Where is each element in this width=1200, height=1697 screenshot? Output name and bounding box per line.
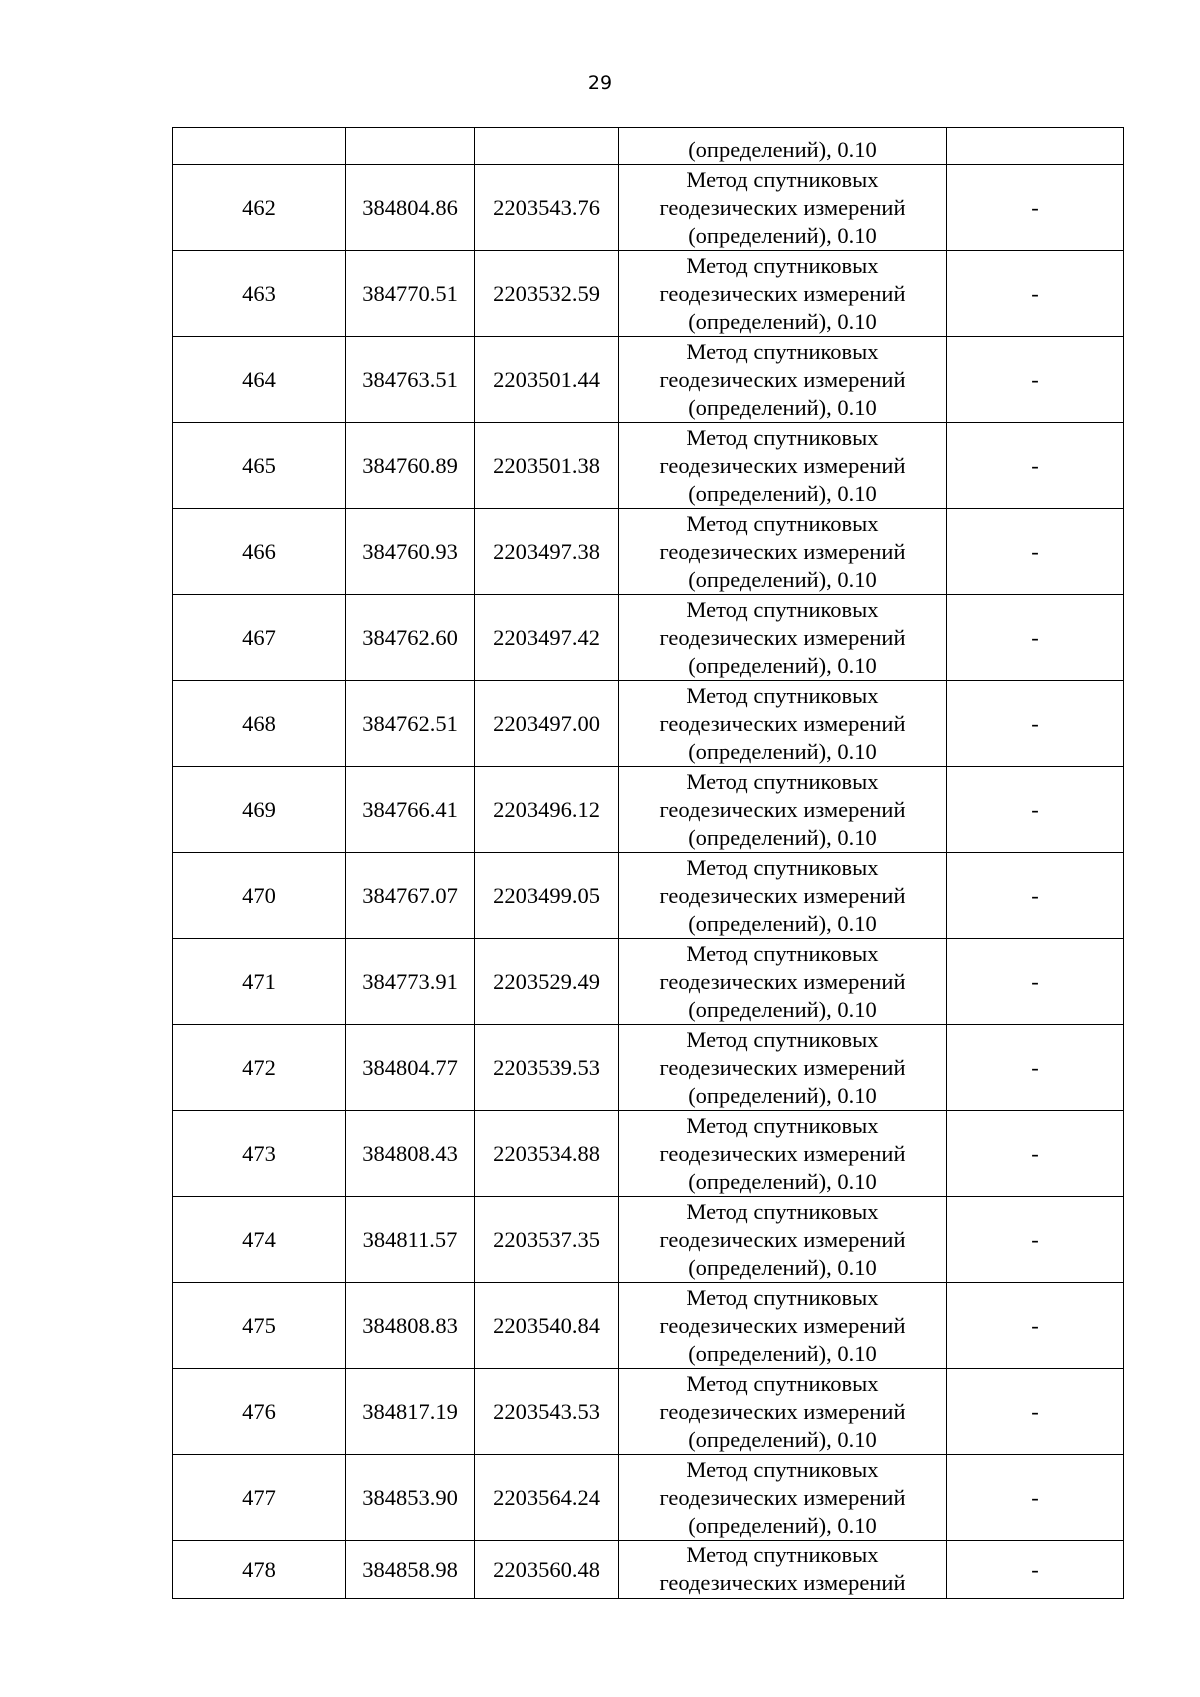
- method-text-line: Метод спутниковых: [686, 424, 879, 450]
- cell-point-number: 474: [173, 1197, 346, 1283]
- cell-y-coordinate: 2203501.38: [475, 423, 619, 509]
- cell-point-number: 477: [173, 1455, 346, 1541]
- method-text-line: Метод спутниковых: [686, 1026, 879, 1052]
- cell-x-coordinate: 384762.60: [346, 595, 475, 681]
- cell-method: [619, 165, 947, 251]
- cell-y-coordinate: 2203496.12: [475, 767, 619, 853]
- method-text-line: (определений), 0.10: [688, 1082, 877, 1108]
- cell-point-number: 463: [173, 251, 346, 337]
- method-text-line: (определений), 0.10: [688, 1168, 877, 1194]
- table-row: [173, 1025, 1124, 1111]
- cell-point-number: 462: [173, 165, 346, 251]
- table-row: [173, 509, 1124, 595]
- method-text-line: геодезических измерений: [659, 1570, 906, 1595]
- cell-point-number: 475: [173, 1283, 346, 1369]
- method-text-line: геодезических измерений: [659, 1312, 906, 1338]
- cell-y-coordinate: 2203560.48: [475, 1541, 619, 1599]
- cell-point-number: 469: [173, 767, 346, 853]
- method-text-line: геодезических измерений: [659, 280, 906, 306]
- cell-note: -: [947, 251, 1124, 337]
- cell-method: [619, 509, 947, 595]
- method-text-line: геодезических измерений: [659, 968, 906, 994]
- method-text-line: (определений), 0.10: [688, 1340, 877, 1366]
- coordinates-table: [172, 127, 1124, 1599]
- cell-method: [619, 1025, 947, 1111]
- cell-point-number: 473: [173, 1111, 346, 1197]
- cell-y-coordinate: 2203497.38: [475, 509, 619, 595]
- method-text-line: геодезических измерений: [659, 1398, 906, 1424]
- table-row: [173, 853, 1124, 939]
- cell-x-coordinate: 384811.57: [346, 1197, 475, 1283]
- cell-method: [619, 1369, 947, 1455]
- cell-x-coordinate: 384762.51: [346, 681, 475, 767]
- cell-note: -: [947, 1025, 1124, 1111]
- cell-y-coordinate: 2203543.76: [475, 165, 619, 251]
- table-row: [173, 1455, 1124, 1541]
- cell-method: [619, 939, 947, 1025]
- cell-note: -: [947, 165, 1124, 251]
- cell-x-coordinate: 384808.43: [346, 1111, 475, 1197]
- cell-x-coordinate: 384853.90: [346, 1455, 475, 1541]
- method-text-line: Метод спутниковых: [686, 1456, 879, 1482]
- table-row: [173, 939, 1124, 1025]
- method-text-line: (определений), 0.10: [688, 652, 877, 678]
- method-text-line: Метод спутниковых: [686, 510, 879, 536]
- cell-y-coordinate: [475, 128, 619, 165]
- cell-method: [619, 423, 947, 509]
- cell-y-coordinate: 2203543.53: [475, 1369, 619, 1455]
- cell-method: [619, 1541, 947, 1599]
- method-text-line: геодезических измерений: [659, 366, 906, 392]
- cell-y-coordinate: 2203497.42: [475, 595, 619, 681]
- cell-note: -: [947, 853, 1124, 939]
- cell-note: -: [947, 1283, 1124, 1369]
- method-text-line: (определений), 0.10: [688, 1254, 877, 1280]
- cell-point-number: 467: [173, 595, 346, 681]
- cell-note: -: [947, 1197, 1124, 1283]
- method-text-line: геодезических измерений: [659, 710, 906, 736]
- cell-x-coordinate: 384817.19: [346, 1369, 475, 1455]
- cell-y-coordinate: 2203537.35: [475, 1197, 619, 1283]
- method-text-line: Метод спутниковых: [686, 854, 879, 880]
- cell-note: -: [947, 1541, 1124, 1599]
- cell-note: -: [947, 509, 1124, 595]
- cell-x-coordinate: 384760.89: [346, 423, 475, 509]
- method-text-line: Метод спутниковых: [686, 1370, 879, 1396]
- cell-method: [619, 1283, 947, 1369]
- cell-method: [619, 1111, 947, 1197]
- cell-x-coordinate: 384760.93: [346, 509, 475, 595]
- method-text-line: (определений), 0.10: [688, 738, 877, 764]
- method-text-line: геодезических измерений: [659, 624, 906, 650]
- cell-note: -: [947, 1111, 1124, 1197]
- table-row: [173, 251, 1124, 337]
- cell-note: -: [947, 939, 1124, 1025]
- cell-x-coordinate: [346, 128, 475, 165]
- method-text-line: (определений), 0.10: [688, 308, 877, 334]
- page-number: 29: [587, 72, 613, 94]
- cell-y-coordinate: 2203499.05: [475, 853, 619, 939]
- cell-x-coordinate: 384858.98: [346, 1541, 475, 1599]
- cell-point-number: 465: [173, 423, 346, 509]
- method-text-line: Метод спутниковых: [686, 166, 879, 192]
- method-text-line: геодезических измерений: [659, 1140, 906, 1166]
- cell-x-coordinate: 384766.41: [346, 767, 475, 853]
- cell-point-number: 476: [173, 1369, 346, 1455]
- method-text-line: (определений), 0.10: [688, 566, 877, 592]
- method-text-line: Метод спутниковых: [686, 1542, 879, 1567]
- table-row: [173, 1369, 1124, 1455]
- cell-x-coordinate: 384763.51: [346, 337, 475, 423]
- cell-point-number: [173, 128, 346, 165]
- cell-y-coordinate: 2203534.88: [475, 1111, 619, 1197]
- cell-y-coordinate: 2203497.00: [475, 681, 619, 767]
- table-row: [173, 767, 1124, 853]
- cell-method: [619, 853, 947, 939]
- cell-point-number: 468: [173, 681, 346, 767]
- method-text-line: геодезических измерений: [659, 1054, 906, 1080]
- table-row: [173, 595, 1124, 681]
- method-text-line: Метод спутниковых: [686, 252, 879, 278]
- method-text-line: (определений), 0.10: [688, 480, 877, 506]
- cell-point-number: 470: [173, 853, 346, 939]
- method-text-line: (определений), 0.10: [688, 910, 877, 936]
- table-row-continued: [173, 128, 1124, 165]
- cell-y-coordinate: 2203501.44: [475, 337, 619, 423]
- coordinates-table-body: [173, 128, 1124, 1599]
- table-row: [173, 1111, 1124, 1197]
- table-row: [173, 337, 1124, 423]
- cell-note: -: [947, 337, 1124, 423]
- method-text-line: геодезических измерений: [659, 538, 906, 564]
- cell-method: [619, 767, 947, 853]
- cell-x-coordinate: 384773.91: [346, 939, 475, 1025]
- cell-method: [619, 337, 947, 423]
- cell-y-coordinate: 2203532.59: [475, 251, 619, 337]
- table-row: [173, 165, 1124, 251]
- cell-y-coordinate: 2203539.53: [475, 1025, 619, 1111]
- table-row: [173, 1283, 1124, 1369]
- table-row-partial: [173, 1541, 1124, 1599]
- method-text-line: (определений), 0.10: [688, 824, 877, 850]
- method-text-line: Метод спутниковых: [686, 682, 879, 708]
- method-text-line: Метод спутниковых: [686, 596, 879, 622]
- table-row: [173, 423, 1124, 509]
- method-text-line: (определений), 0.10: [688, 996, 877, 1022]
- cell-point-number: 464: [173, 337, 346, 423]
- method-text-line: геодезических измерений: [659, 452, 906, 478]
- cell-y-coordinate: 2203529.49: [475, 939, 619, 1025]
- cell-x-coordinate: 384767.07: [346, 853, 475, 939]
- cell-method: (определений), 0.10: [619, 128, 947, 165]
- method-text-line: (определений), 0.10: [688, 222, 877, 248]
- method-text-line: Метод спутниковых: [686, 1112, 879, 1138]
- method-text-line: Метод спутниковых: [686, 768, 879, 794]
- cell-x-coordinate: 384804.86: [346, 165, 475, 251]
- cell-method: [619, 681, 947, 767]
- cell-y-coordinate: 2203564.24: [475, 1455, 619, 1541]
- method-text-line: геодезических измерений: [659, 882, 906, 908]
- table-row: [173, 681, 1124, 767]
- cell-point-number: 471: [173, 939, 346, 1025]
- cell-note: -: [947, 423, 1124, 509]
- cell-note: -: [947, 681, 1124, 767]
- cell-point-number: 466: [173, 509, 346, 595]
- cell-x-coordinate: 384770.51: [346, 251, 475, 337]
- cell-method: [619, 1455, 947, 1541]
- cell-note: -: [947, 1369, 1124, 1455]
- cell-point-number: 478: [173, 1541, 346, 1599]
- method-text-line: геодезических измерений: [659, 1226, 906, 1252]
- method-text-line: Метод спутниковых: [686, 940, 879, 966]
- cell-note: [947, 128, 1124, 165]
- method-text-line: Метод спутниковых: [686, 1284, 879, 1310]
- cell-point-number: 472: [173, 1025, 346, 1111]
- method-text-line: Метод спутниковых: [686, 1198, 879, 1224]
- method-text-line: Метод спутниковых: [686, 338, 879, 364]
- method-text-line: геодезических измерений: [659, 1484, 906, 1510]
- cell-x-coordinate: 384804.77: [346, 1025, 475, 1111]
- cell-method: [619, 251, 947, 337]
- table-row: [173, 1197, 1124, 1283]
- cell-note: -: [947, 1455, 1124, 1541]
- cell-note: -: [947, 767, 1124, 853]
- cell-note: -: [947, 595, 1124, 681]
- cell-x-coordinate: 384808.83: [346, 1283, 475, 1369]
- method-text-line: (определений), 0.10: [688, 1512, 877, 1538]
- cell-y-coordinate: 2203540.84: [475, 1283, 619, 1369]
- method-text-line: (определений), 0.10: [688, 394, 877, 420]
- cell-method: [619, 595, 947, 681]
- method-text-line: геодезических измерений: [659, 796, 906, 822]
- cell-method: [619, 1197, 947, 1283]
- method-text-line: (определений), 0.10: [688, 1426, 877, 1452]
- method-text-line: геодезических измерений: [659, 194, 906, 220]
